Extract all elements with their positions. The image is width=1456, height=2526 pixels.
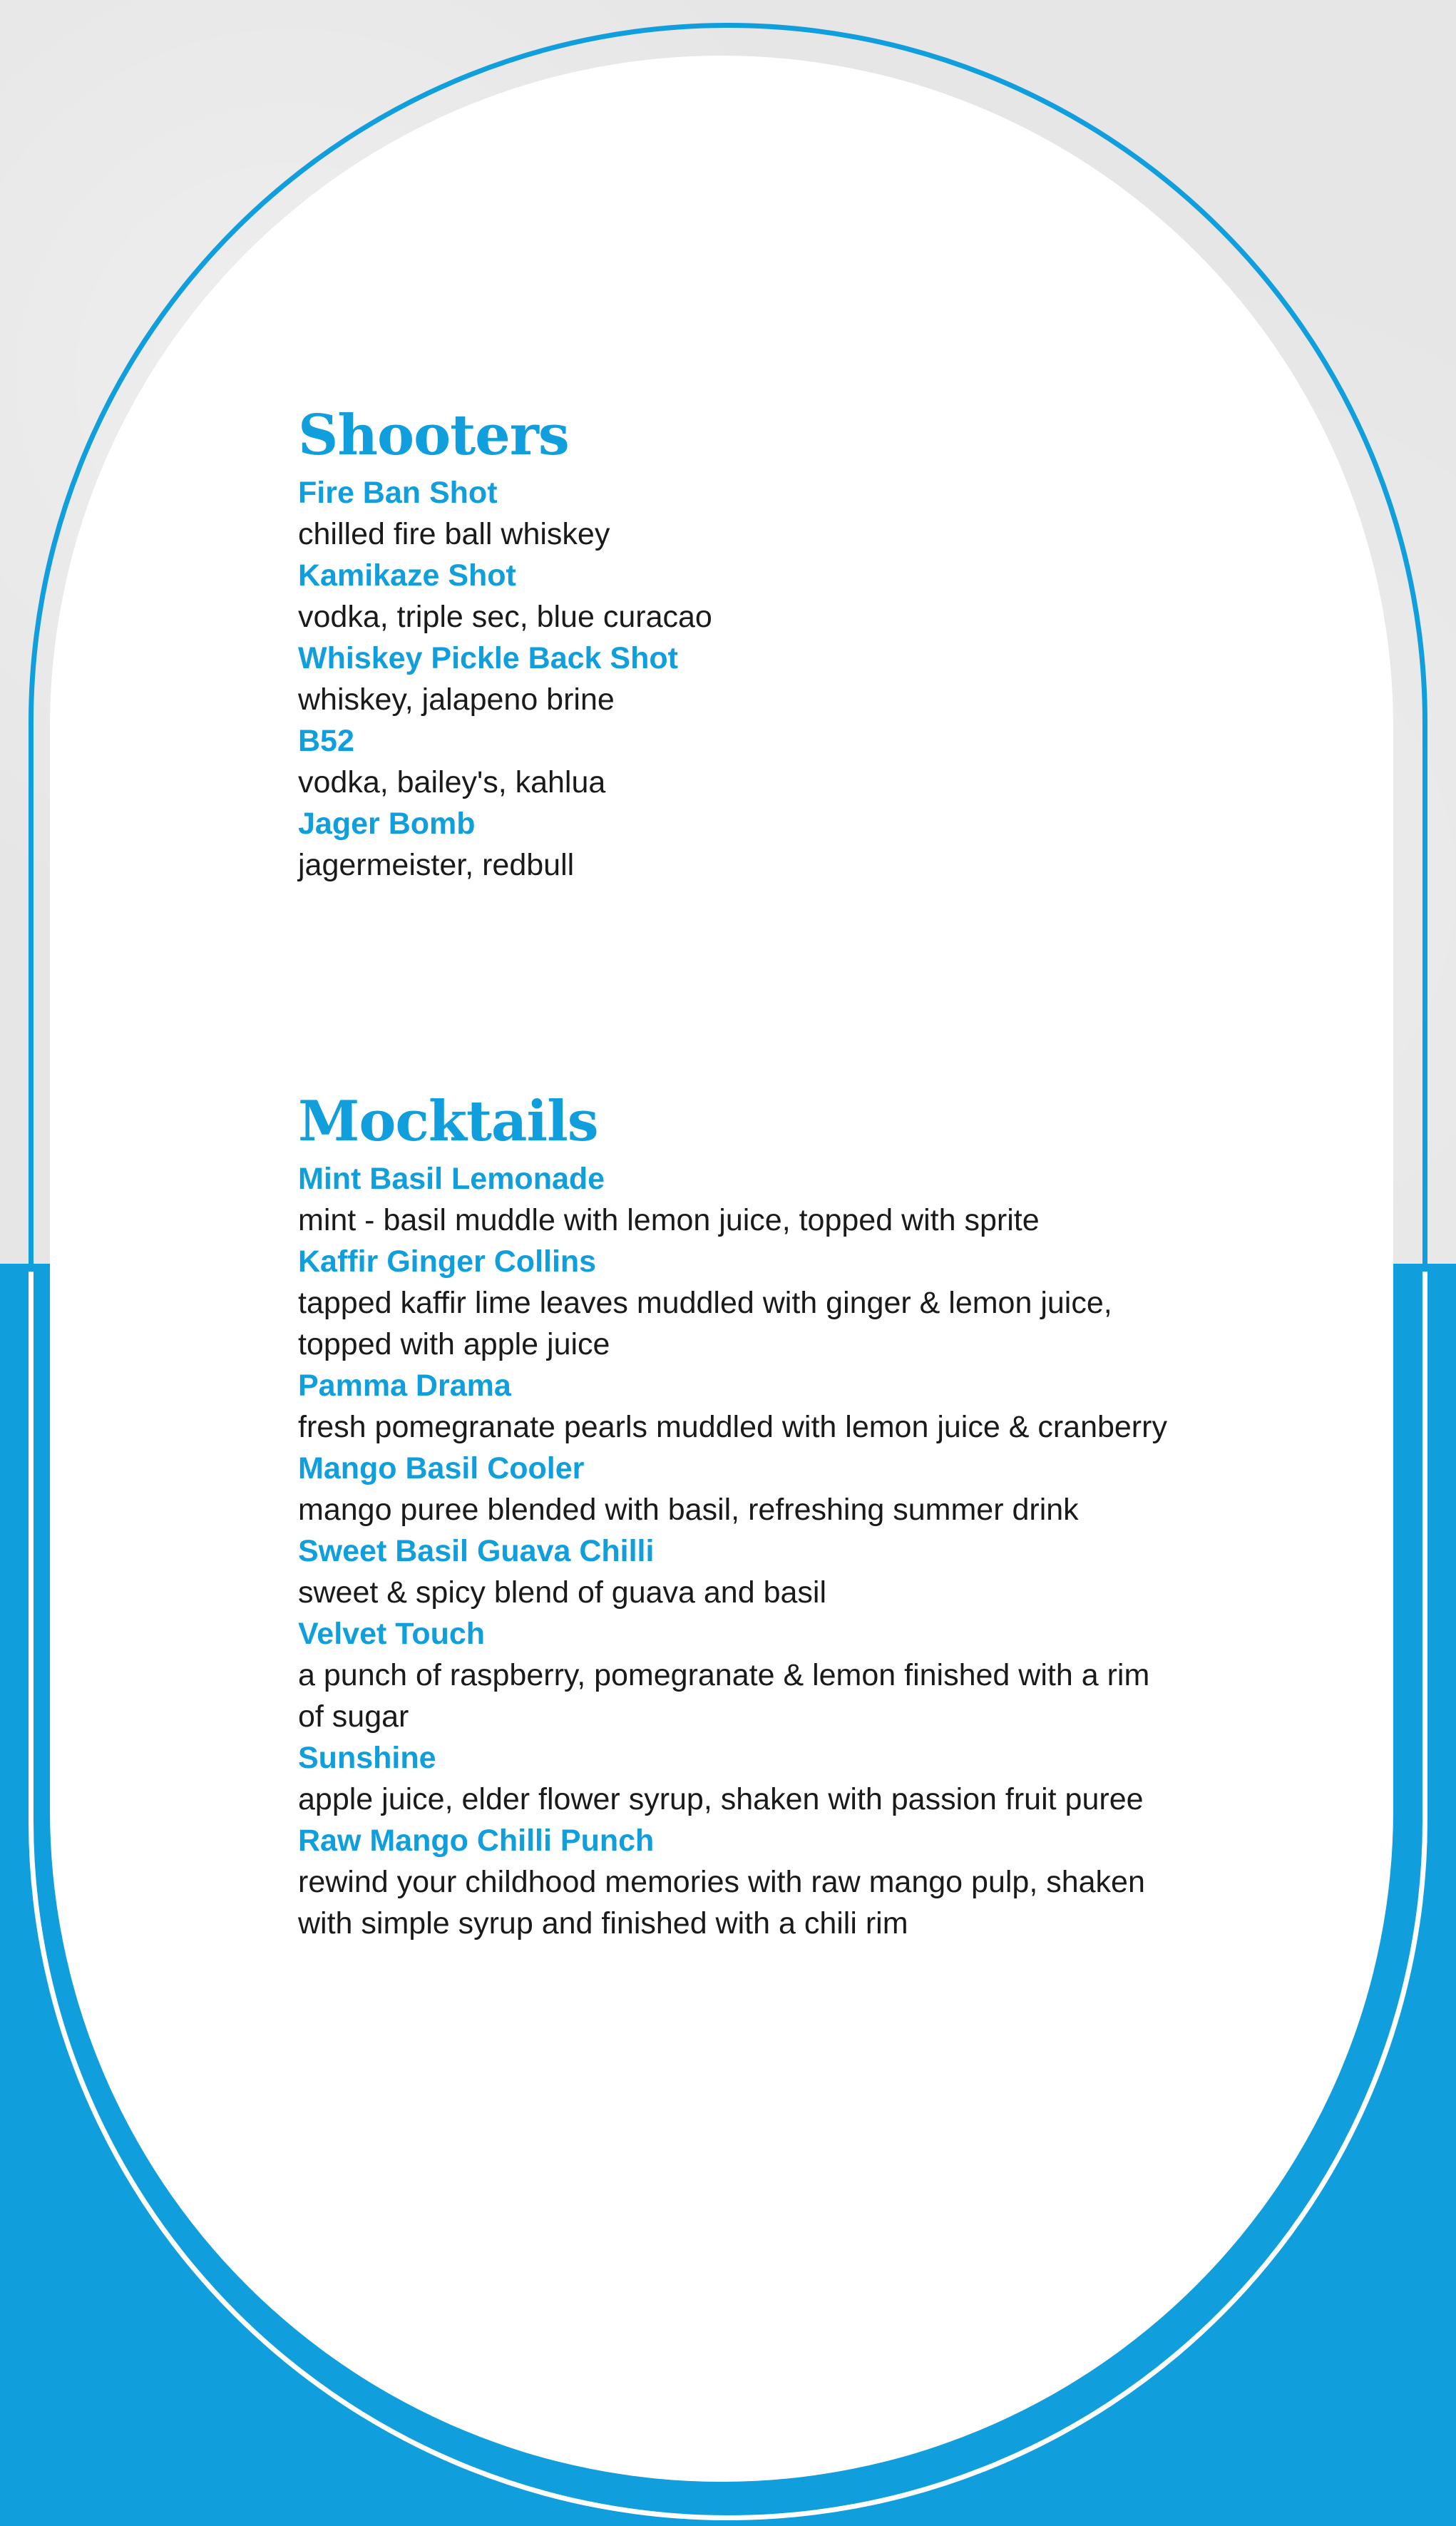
item-name: Kamikaze Shot bbox=[298, 558, 516, 593]
menu-content bbox=[298, 403, 1168, 1944]
item-name: Whiskey Pickle Back Shot bbox=[298, 640, 678, 675]
item-name: Velvet Touch bbox=[298, 1616, 486, 1651]
shooters-title: Shooters bbox=[298, 403, 569, 468]
menu-item bbox=[298, 1158, 1168, 1241]
shooters-section bbox=[298, 403, 1168, 886]
item-description: whiskey, jalapeno brine bbox=[298, 682, 615, 717]
item-name: Kaffir Ginger Collins bbox=[298, 1244, 597, 1279]
menu-item bbox=[298, 472, 1168, 555]
menu-item bbox=[298, 803, 1168, 886]
item-name: B52 bbox=[298, 723, 354, 758]
item-description: vodka, bailey's, kahlua bbox=[298, 765, 606, 799]
item-description: tapped kaffir lime leaves muddled with ginger & lemon juice, topped with apple juice bbox=[298, 1285, 1112, 1361]
item-description: mint - basil muddle with lemon juice, topped with sprite bbox=[298, 1202, 1040, 1237]
menu-item bbox=[298, 1448, 1168, 1530]
item-description: mango puree blended with basil, refreshing summer drink bbox=[298, 1492, 1079, 1527]
menu-item bbox=[298, 555, 1168, 638]
item-name: Raw Mango Chilli Punch bbox=[298, 1823, 655, 1858]
item-name: Mint Basil Lemonade bbox=[298, 1161, 605, 1196]
item-name: Pamma Drama bbox=[298, 1368, 511, 1403]
menu-item bbox=[298, 720, 1168, 803]
mocktails-section bbox=[298, 1088, 1168, 1944]
menu-item bbox=[298, 1820, 1168, 1944]
menu-item bbox=[298, 1241, 1168, 1365]
item-description: chilled fire ball whiskey bbox=[298, 516, 610, 551]
item-name: Sunshine bbox=[298, 1740, 436, 1775]
item-name: Fire Ban Shot bbox=[298, 475, 498, 510]
item-name: Jager Bomb bbox=[298, 806, 476, 841]
item-description: a punch of raspberry, pomegranate & lemon finished with a rim of sugar bbox=[298, 1657, 1150, 1734]
item-description: vodka, triple sec, blue curacao bbox=[298, 599, 712, 634]
item-description: rewind your childhood memories with raw mango pulp, shaken with simple syrup and finished with a chili rim bbox=[298, 1864, 1145, 1940]
item-name: Mango Basil Cooler bbox=[298, 1451, 585, 1486]
menu-item bbox=[298, 1737, 1168, 1820]
mocktails-title: Mocktails bbox=[298, 1088, 598, 1154]
menu-item bbox=[298, 1530, 1168, 1613]
item-name: Sweet Basil Guava Chilli bbox=[298, 1533, 655, 1568]
item-description: sweet & spicy blend of guava and basil bbox=[298, 1575, 827, 1610]
menu-item bbox=[298, 1613, 1168, 1737]
item-description: fresh pomegranate pearls muddled with lemon juice & cranberry bbox=[298, 1409, 1167, 1444]
item-description: apple juice, elder flower syrup, shaken with passion fruit puree bbox=[298, 1781, 1144, 1816]
item-description: jagermeister, redbull bbox=[298, 847, 575, 882]
menu-item bbox=[298, 1365, 1168, 1448]
menu-item bbox=[298, 638, 1168, 720]
